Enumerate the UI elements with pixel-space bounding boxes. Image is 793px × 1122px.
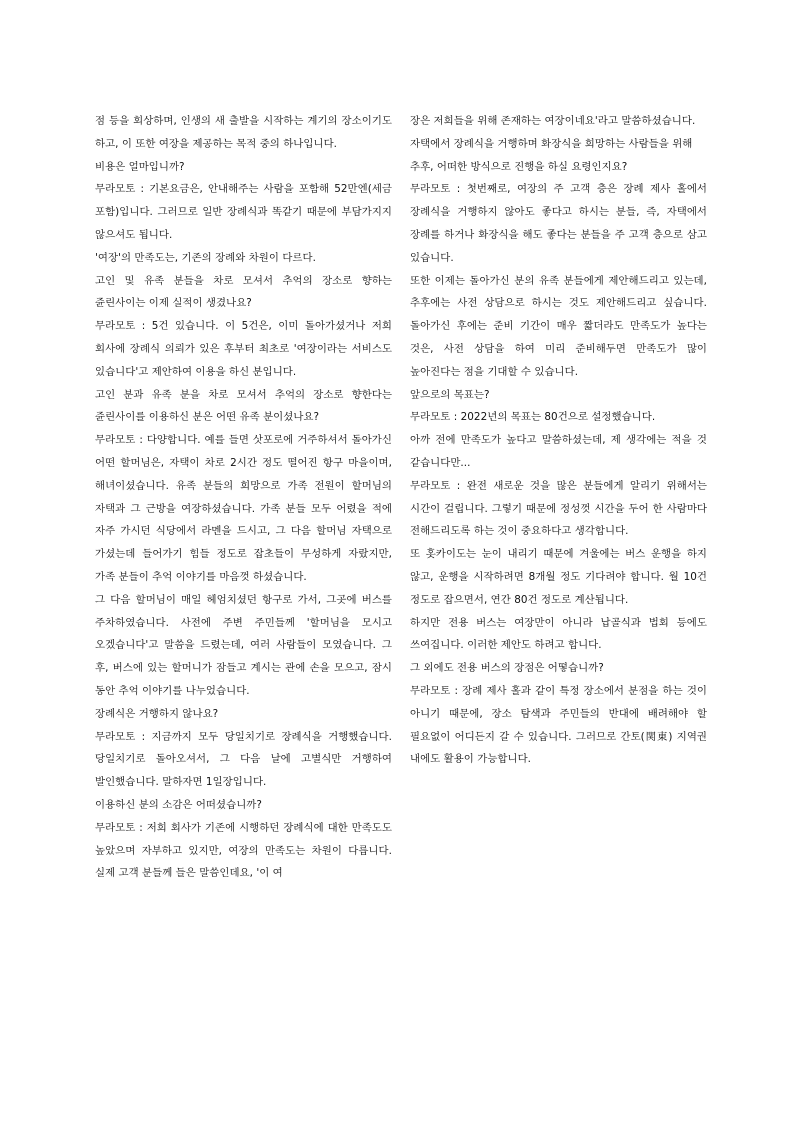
answer-paragraph: 무라모토 : 지금까지 모두 당일치기로 장례식을 거행했습니다. 당일치기로 돌아오셔서, 그 다음 날에 고별식만 거행하여 발인했습니다. 말하자면 1일장입니다. (95, 730, 392, 789)
paragraph: 그 다음 할머님이 매일 헤엄치셨던 항구로 가서, 그곳에 버스를 주차하였습니다. 사전에 주변 주민들께 '할머님을 모시고 오겠습니다'고 말씀을 드렸는데, 여러 사람들이 모였습니다. 그 후, 버스에 있는 할머니가 잠들고 계시는 관에 손을 모으고, 잠시 동안 추억 이야기를 나누었습니다. (95, 593, 392, 697)
question-heading: 앞으로의 목표는? (410, 388, 490, 401)
section-heading: 자택에서 장례식을 거행하며 화장식을 희망하는 사람들을 위해 (410, 137, 693, 150)
question-heading: 고인 분과 유족 분을 차로 모셔서 추억의 장소로 향한다는 쥰린사이를 이용하신 분은 어떤 유족 분이셨나요? (95, 388, 392, 424)
paragraph: 또한 이제는 돌아가신 분의 유족 분들에게 제안해드리고 있는데, 추후에는 사전 상담으로 하시는 것도 제안해드리고 싶습니다. 돌아가신 후에는 준비 기간이 매우 짧더라도 만족도가 높다는 것은, 사전 상담을 하여 미리 준비해두면 만족도가 많이 높아진다는 점을 기대할 수 있습니다. (410, 274, 707, 378)
paragraph: 장은 저희들을 위해 존재하는 여장이네요'라고 말씀하셨습니다. (410, 115, 696, 127)
answer-paragraph: 무라모토 : 5건 있습니다. 이 5건은, 이미 돌아가셨거나 저희 회사에 장례식 의뢰가 있은 후부터 최초로 '여장이라는 서비스도 있습니다'고 제안하여 이용을 하신 분입니다. (95, 320, 392, 378)
question-heading: 장례식은 거행하지 않나요? (95, 707, 219, 720)
question-heading: 아까 전에 만족도가 높다고 말씀하셨는데, 제 생각에는 적을 것 같습니다만... (410, 434, 707, 469)
question-heading: 고인 및 유족 분들을 차로 모셔서 추억의 장소로 향하는 쥰린사이는 이제 실적이 생겼나요? (95, 274, 392, 310)
paragraph: 점 등을 회상하며, 인생의 새 출발을 시작하는 계기의 장소이기도 하고, 이 또한 여장을 제공하는 목적 중의 하나입니다. (95, 115, 392, 150)
left-column (95, 110, 392, 885)
answer-paragraph: 무라모토 : 기본요금은, 안내해주는 사람을 포함해 52만엔(세금 포함)입니다. 그러므로 일반 장례식과 똑같기 때문에 부담가지지 않으셔도 됩니다. (95, 183, 392, 241)
question-heading: 이용하신 분의 소감은 어떠셨습니까? (95, 798, 262, 811)
answer-paragraph: 무라모토 : 저희 회사가 기존에 시행하던 장례식에 대한 만족도도 높았으며 자부하고 있지만, 여장의 만족도는 차원이 다릅니다. 실제 고객 분들께 들은 말씀인데요, '이 여 (95, 821, 392, 880)
answer-paragraph: 무라모토 : 다양합니다. 예를 들면 삿포로에 거주하셔서 돌아가신 어떤 할머님은, 자택이 차로 2시간 정도 떨어진 항구 마을이며, 해녀이셨습니다. 유족 분들의 희망으로 가족 전원이 할머님의 자택과 그 근방을 여장하셨습니다. 가족 분들 모두 어렸을 적에 자주 가시던 식당에서 라멘을 드시고, 그 다음 할머님 자택으로 가셨는데 들어가기 힘들 정도로 잡초들이 무성하게 자랐지만, 가족 분들이 추억 이야기를 마음껏 하셨습니다. (95, 434, 392, 583)
answer-paragraph: 무라모토 : 2022년의 목표는 80건으로 설정했습니다. (410, 411, 656, 424)
paragraph: 하지만 전용 버스는 여장만이 아니라 납골식과 법회 등에도 쓰여집니다. 이러한 제안도 하려고 합니다. (410, 616, 707, 652)
paragraph: 또 홋카이도는 눈이 내리기 때문에 겨울에는 버스 운행을 하지 않고, 운행을 시작하려면 8개월 정도 기다려야 합니다. 월 10건 정도로 잡으면서, 연간 80건 정도로 계산됩니다. (410, 548, 707, 606)
question-heading: 비용은 얼마입니까? (95, 160, 185, 173)
answer-paragraph: 무라모토 : 완전 새로운 것을 많은 분들에게 알리기 위해서는 시간이 걸립니다. 그렇기 때문에 정성껏 시간을 두어 한 사람마다 전해드리도록 하는 것이 중요하다고 생각합니다. (410, 479, 707, 538)
answer-paragraph: 무라모토 : 첫번째로, 여장의 주 고객 층은 장례 제사 홀에서 장례식을 거행하지 않아도 좋다고 하시는 분들, 즉, 자택에서 장례를 하거나 화장식을 해도 좋다는 분들을 주 고객 층으로 삼고 있습니다. (410, 183, 707, 264)
question-heading: 그 외에도 전용 버스의 장점은 어떻습니까? (410, 662, 604, 675)
section-heading: '여장'의 만족도는, 기존의 장례와 차원이 다르다. (95, 251, 316, 264)
answer-paragraph: 무라모토 : 장례 제사 홀과 같이 특정 장소에서 분점을 하는 것이 아니기 때문에, 장소 탐색과 주민들의 반대에 배려해야 할 필요없이 어디든지 갈 수 있습니다. 그러므로 간토(関東) 지역권 내에도 활용이 가능합니다. (410, 684, 707, 766)
right-column (410, 110, 707, 771)
question-heading: 추후, 어떠한 방식으로 진행을 하실 요령인지요? (410, 160, 628, 173)
